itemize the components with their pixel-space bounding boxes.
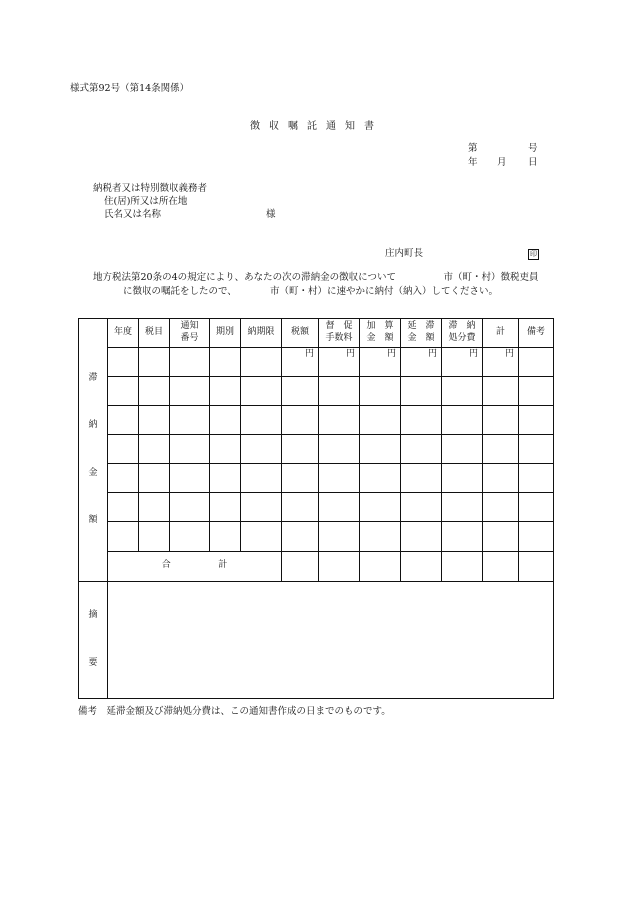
body-text-line1: 地方税法第20条の4の規定により、あなたの次の滞納金の徴収について 市（町・村）徴税吏員 (93, 272, 539, 283)
header-delinquency-charge: 延 滞 金 額 (401, 319, 442, 348)
table-cell (401, 406, 442, 435)
date-month: 月 (497, 157, 507, 168)
table-cell (282, 493, 319, 522)
table-cell (442, 464, 483, 493)
table-cell (210, 464, 241, 493)
header-period: 期別 (210, 319, 241, 348)
memo-char: 摘 (88, 609, 98, 620)
table-cell (108, 377, 139, 406)
delinquent-amount-side-label (79, 319, 108, 582)
table-cell (210, 493, 241, 522)
table-cell (483, 493, 519, 522)
table-cell (282, 406, 319, 435)
table-cell (360, 406, 401, 435)
body-text-line2: に徴収の嘱託をしたので、 市（町・村）に速やかに納付（納入）してください。 (123, 286, 499, 297)
table-cell (360, 377, 401, 406)
addressee-type: 納税者又は特別徴収義務者 (93, 183, 208, 194)
table-cell (319, 464, 360, 493)
header-tax-amount: 税額 (282, 319, 319, 348)
table-cell (442, 406, 483, 435)
table-cell (210, 435, 241, 464)
table-cell (139, 464, 170, 493)
header-remarks: 備考 (519, 319, 554, 348)
table-cell (401, 493, 442, 522)
side-char: 納 (88, 420, 98, 431)
table-cell (483, 551, 519, 581)
page-title: 徴収嘱託通知書 (250, 121, 383, 132)
date-year: 年 (468, 157, 478, 168)
table-cell (241, 464, 282, 493)
seal-mark (528, 248, 539, 260)
table-cell (401, 551, 442, 581)
table-row (79, 377, 554, 406)
table-cell (401, 464, 442, 493)
header-disposal-fee: 滞 納 処分費 (442, 319, 483, 348)
table-cell (108, 493, 139, 522)
table-cell (519, 377, 554, 406)
header-due-date: 納期限 (241, 319, 282, 348)
table-cell (519, 464, 554, 493)
table-cell (210, 348, 241, 377)
table-cell (139, 406, 170, 435)
table-cell (401, 435, 442, 464)
table-row (79, 522, 554, 551)
table-cell (170, 435, 210, 464)
yen-unit: 円 (483, 348, 519, 377)
table-cell (519, 435, 554, 464)
seal-text: 印 (530, 250, 537, 258)
table-cell (360, 493, 401, 522)
table-cell (210, 377, 241, 406)
total-row (79, 551, 554, 581)
table-cell (401, 522, 442, 551)
yen-unit: 円 (442, 348, 483, 377)
form-number: 様式第92号（第14条関係） (70, 83, 190, 94)
table-cell (519, 406, 554, 435)
table-cell (241, 435, 282, 464)
table-cell (139, 522, 170, 551)
memo-row (79, 581, 554, 698)
table-cell (360, 464, 401, 493)
table-cell (170, 522, 210, 551)
total-label (108, 551, 282, 581)
table-cell (282, 464, 319, 493)
table-cell (319, 377, 360, 406)
yen-unit: 円 (401, 348, 442, 377)
addressee-name-label: 氏名又は名称 (104, 209, 162, 220)
table-cell (519, 551, 554, 581)
table-cell (519, 493, 554, 522)
side-char: 額 (88, 515, 98, 526)
table-cell (108, 522, 139, 551)
table-cell (241, 406, 282, 435)
table-cell (483, 435, 519, 464)
table-row (79, 464, 554, 493)
table-cell (360, 551, 401, 581)
date-day: 日 (528, 157, 538, 168)
header-surcharge: 加 算 金 額 (360, 319, 401, 348)
table-cell (442, 435, 483, 464)
yen-unit: 円 (282, 348, 319, 377)
footnote: 備考 延滞金額及び滞納処分費は、この通知書作成の日までのものです。 (78, 706, 391, 717)
table-cell (360, 522, 401, 551)
total-label-char: 計 (218, 560, 228, 571)
header-tax-item: 税目 (139, 319, 170, 348)
side-char: 金 (88, 467, 98, 478)
table-cell (483, 522, 519, 551)
table-cell (483, 464, 519, 493)
doc-no-suffix: 号 (528, 143, 538, 154)
header-notice-number: 通知 番号 (170, 319, 210, 348)
table-cell (319, 522, 360, 551)
table-cell (170, 406, 210, 435)
header-year: 年度 (108, 319, 139, 348)
header-total: 計 (483, 319, 519, 348)
table-cell (319, 551, 360, 581)
table-cell (519, 348, 554, 377)
table-cell (108, 435, 139, 464)
table-cell (319, 406, 360, 435)
table-cell (108, 348, 139, 377)
table-cell (241, 377, 282, 406)
table-cell (210, 406, 241, 435)
table-cell (442, 493, 483, 522)
table-cell (108, 406, 139, 435)
table-cell (210, 522, 241, 551)
addressee-address-label: 住(居)所又は所在地 (104, 196, 188, 207)
yen-unit: 円 (319, 348, 360, 377)
table-cell (282, 435, 319, 464)
memo-area (108, 581, 554, 698)
table-cell (319, 493, 360, 522)
total-label-char: 合 (161, 560, 171, 571)
table-row (79, 435, 554, 464)
doc-no-prefix: 第 (468, 143, 478, 154)
honorific-sama: 様 (266, 209, 276, 220)
table-cell (282, 551, 319, 581)
yen-unit: 円 (360, 348, 401, 377)
side-char: 滞 (88, 372, 98, 383)
table-cell (170, 493, 210, 522)
table-cell (442, 522, 483, 551)
table-cell (241, 348, 282, 377)
memo-side-label (79, 581, 108, 698)
table-cell (170, 464, 210, 493)
table-cell (108, 464, 139, 493)
table-cell (139, 348, 170, 377)
table-cell (139, 435, 170, 464)
issuer-name: 庄内町長 (385, 248, 424, 259)
table-cell (401, 377, 442, 406)
table-cell (442, 377, 483, 406)
table-cell (282, 522, 319, 551)
table-cell (519, 522, 554, 551)
header-dunning-fee: 督 促 手数料 (319, 319, 360, 348)
table-cell (360, 435, 401, 464)
delinquent-amount-table (78, 318, 554, 699)
table-cell (241, 493, 282, 522)
table-cell (170, 348, 210, 377)
memo-char: 要 (88, 657, 98, 668)
table-row (79, 348, 554, 377)
table-row (79, 493, 554, 522)
table-row (79, 406, 554, 435)
table-cell (483, 406, 519, 435)
table-cell (139, 493, 170, 522)
table-cell (282, 377, 319, 406)
table-cell (442, 551, 483, 581)
table-cell (170, 377, 210, 406)
table-cell (139, 377, 170, 406)
table-cell (483, 377, 519, 406)
table-cell (241, 522, 282, 551)
table-cell (319, 435, 360, 464)
